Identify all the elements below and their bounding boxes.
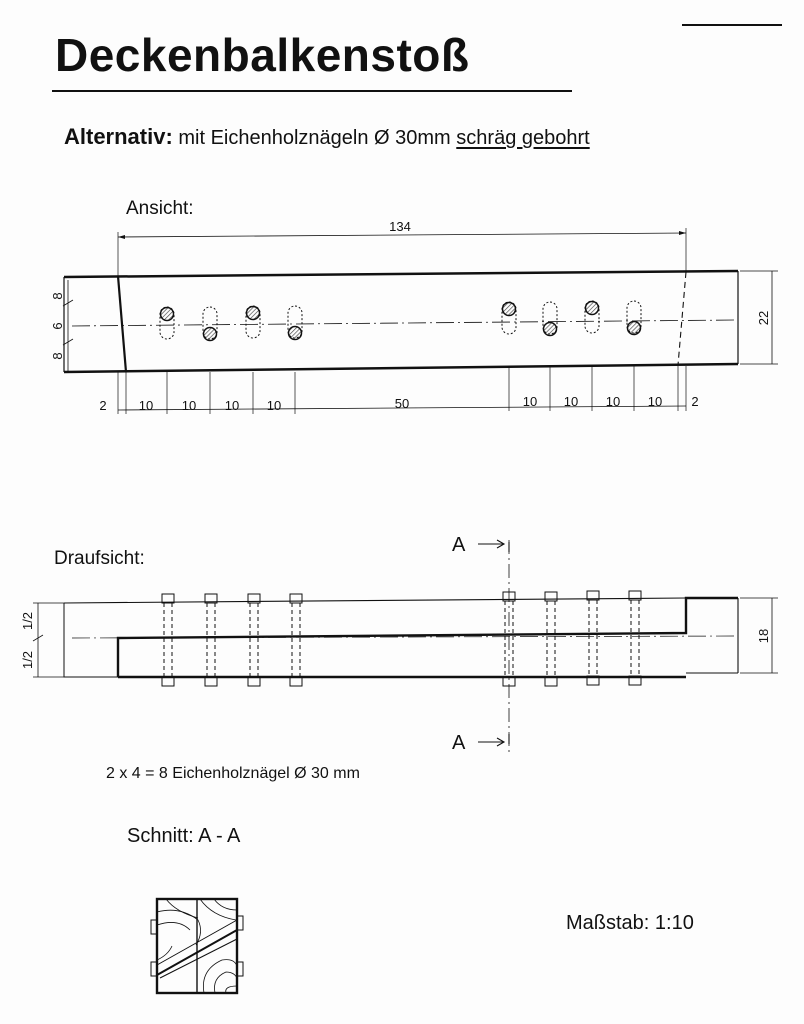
draufsicht-label: Draufsicht: [54,548,145,569]
beam-bottom-edge [64,364,738,372]
joint-line-left [118,276,126,372]
nail-group-right [502,301,641,336]
dim-bottom-3: 10 [224,398,240,413]
ansicht-label: Ansicht: [126,198,194,219]
dim-left-3: 8 [50,352,65,360]
dim-bottom-6: 10 [522,394,538,409]
subtitle-main: mit Eichenholznägeln Ø 30mm [178,127,451,149]
dim-height: 22 [756,310,771,326]
ansicht-view [63,228,778,414]
dim-bottom-5: 50 [394,396,410,411]
dim-bottom-4: 10 [266,398,282,413]
page-title: Deckenbalkenstoß [55,29,470,81]
dim-bottom-2: 10 [181,398,197,413]
section-a-a-drawing [151,899,243,993]
dim-bottom-7: 10 [563,394,579,409]
dim-left-1: 8 [50,292,65,300]
dim-width: 18 [756,628,771,644]
nail-positions-top-view [162,591,641,686]
halving-joint-line [118,598,738,677]
dim-bottom-10: 2 [691,394,699,409]
dim-half-1: 1/2 [20,611,35,631]
nail-note: 2 x 4 = 8 Eichenholznägel Ø 30 mm [106,765,360,782]
joint-line-right [678,272,686,365]
schnitt-label: Schnitt: A - A [127,825,241,847]
subtitle-underlined: schräg gebohrt [456,127,590,149]
dim-bottom-0: 2 [99,398,107,413]
section-mark-bottom: A [452,732,466,754]
nail-group-left [160,306,302,341]
section-mark-top: A [452,534,466,556]
dim-left-2: 6 [50,322,65,330]
beam-top-edge [64,271,738,277]
dim-total-length: 134 [389,219,411,234]
dim-half-2: 1/2 [20,650,35,670]
dim-bottom-1: 10 [138,398,154,413]
dim-bottom-9: 10 [647,394,663,409]
dim-bottom-8: 10 [605,394,621,409]
draufsicht-view [33,540,778,756]
massstab-label: Maßstab: 1:10 [566,912,694,934]
subtitle-prefix: Alternativ: [64,124,173,149]
